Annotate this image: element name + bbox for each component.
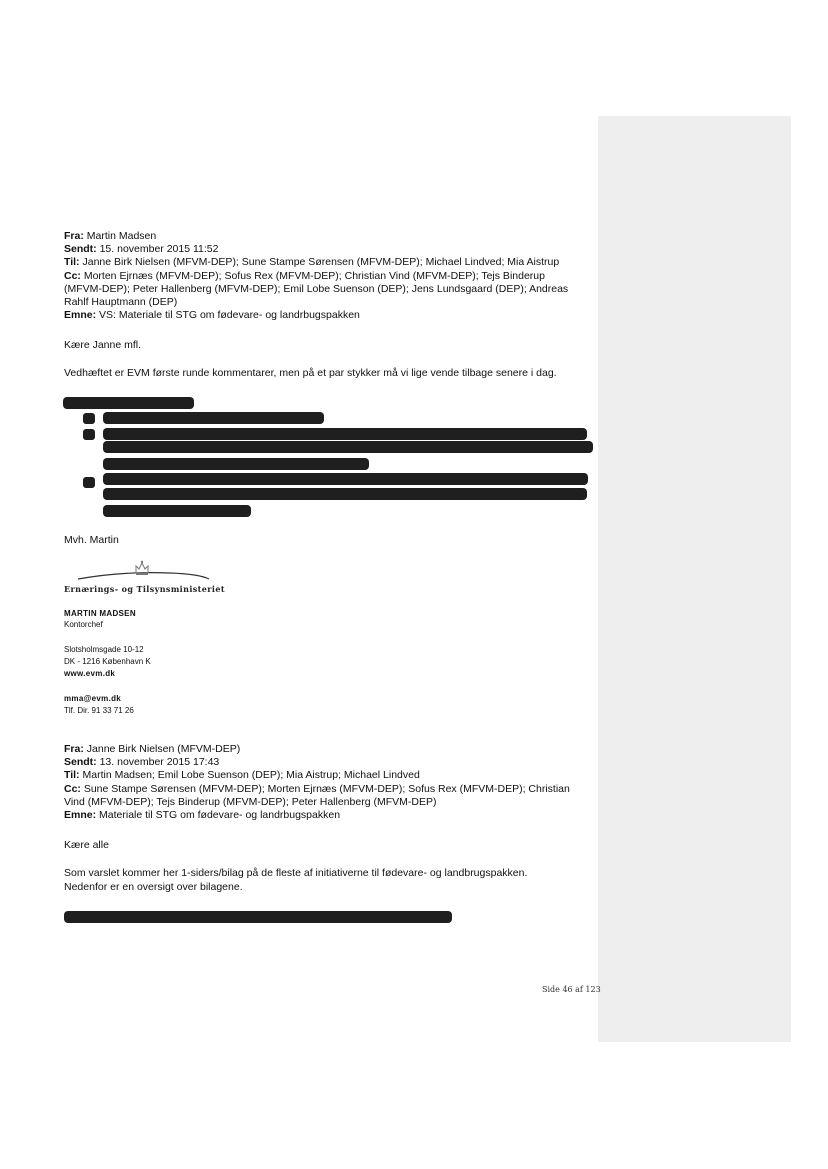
redaction-bar	[103, 473, 588, 485]
subject-label: Emne:	[64, 309, 97, 322]
cc-value-line2: (MFVM-DEP); Peter Hallenberg (MFVM-DEP); Emil Lobe Suenson (DEP); Jens Lundsgaard (DEP); Andreas	[64, 282, 569, 295]
signature-address2: DK - 1216 København K	[64, 657, 151, 666]
from-value: Martin Madsen	[86, 230, 157, 242]
redacted-bullet	[83, 429, 95, 440]
cc-label: Cc:	[64, 269, 81, 282]
redaction-bar	[103, 505, 251, 517]
sent-value: 15. november 2015 11:52	[99, 243, 219, 256]
subject-row	[64, 309, 568, 322]
redaction-bar	[103, 412, 324, 424]
subject-value: Materiale til STG om fødevare- og landrbugspakken	[99, 809, 341, 822]
cc-value-line1: Morten Ejrnæs (MFVM-DEP); Sofus Rex (MFVM-DEP); Christian Vind (MFVM-DEP); Tejs Binderup	[83, 269, 545, 282]
to-value: Martin Madsen; Emil Lobe Suenson (DEP); Mia Aistrup; Michael Lindved	[82, 769, 420, 782]
redaction-bar	[103, 488, 587, 500]
to-row	[64, 769, 570, 782]
redaction-bar	[64, 911, 452, 923]
ministry-name: Ernærings- og Tilsynsministeriet	[64, 584, 225, 594]
cc-row	[64, 270, 568, 283]
from-label: Fra:	[64, 230, 84, 242]
subject-row	[64, 809, 570, 822]
from-row	[64, 743, 570, 756]
from-value: Janne Birk Nielsen (MFVM-DEP)	[86, 743, 241, 755]
sent-row	[64, 756, 570, 769]
cc-value-line1: Sune Stampe Sørensen (MFVM-DEP); Morten Ejrnæs (MFVM-DEP); Sofus Rex (MFVM-DEP); Christian	[83, 782, 570, 795]
signature-title: Kontorchef	[64, 620, 103, 629]
redaction-bar	[63, 397, 194, 409]
email-header-2	[64, 743, 570, 822]
from-row	[64, 230, 568, 243]
email-header-1	[64, 230, 568, 322]
from-label: Fra:	[64, 743, 84, 755]
to-row	[64, 256, 568, 269]
redacted-bullet	[83, 413, 95, 424]
sent-value: 13. november 2015 17:43	[99, 756, 220, 769]
subject-label: Emne:	[64, 809, 97, 822]
to-value: Janne Birk Nielsen (MFVM-DEP); Sune Stampe Sørensen (MFVM-DEP); Michael Lindved; Mia Aistrup	[82, 256, 560, 269]
closing-1: Mvh. Martin	[64, 534, 119, 546]
greeting-2: Kære alle	[64, 839, 109, 851]
body-1: Vedhæftet er EVM første runde kommentarer, men på et par stykker må vi lige vende tilbage senere i dag.	[64, 367, 557, 379]
greeting-1: Kære Janne mfl.	[64, 339, 142, 351]
sent-label: Sendt:	[64, 756, 97, 769]
cc-label: Cc:	[64, 782, 81, 795]
signature-email: mma@evm.dk	[64, 694, 122, 703]
redaction-bar	[103, 458, 369, 470]
body-2-line1: Som varslet kommer her 1-siders/bilag på de fleste af initiativerne til fødevare- og landbrugspakken.	[64, 867, 528, 879]
cc-row	[64, 783, 570, 796]
to-label: Til:	[64, 256, 80, 269]
signature-website: www.evm.dk	[64, 669, 116, 678]
cc-value-line3: Rahlf Hauptmann (DEP)	[64, 296, 178, 309]
signature-name: MARTIN MADSEN	[64, 609, 136, 618]
redacted-bullet	[83, 477, 95, 488]
body-2-line2: Nedenfor er en oversigt over bilagene.	[64, 881, 243, 893]
redaction-bar	[103, 428, 587, 440]
redaction-bar	[103, 441, 593, 453]
signature-phone: Tlf. Dir. 91 33 71 26	[64, 706, 134, 715]
cc-value-line2: Vind (MFVM-DEP); Tejs Binderup (MFVM-DEP); Peter Hallenberg (MFVM-DEP)	[64, 795, 437, 808]
subject-value: VS: Materiale til STG om fødevare- og landrbugspakken	[99, 309, 360, 322]
sent-row	[64, 243, 568, 256]
sent-label: Sendt:	[64, 243, 97, 256]
signature-address1: Slotsholmsgade 10-12	[64, 645, 144, 654]
to-label: Til:	[64, 769, 80, 782]
page-number: Side 46 af 123	[542, 985, 601, 994]
margin-shading	[598, 116, 791, 1042]
